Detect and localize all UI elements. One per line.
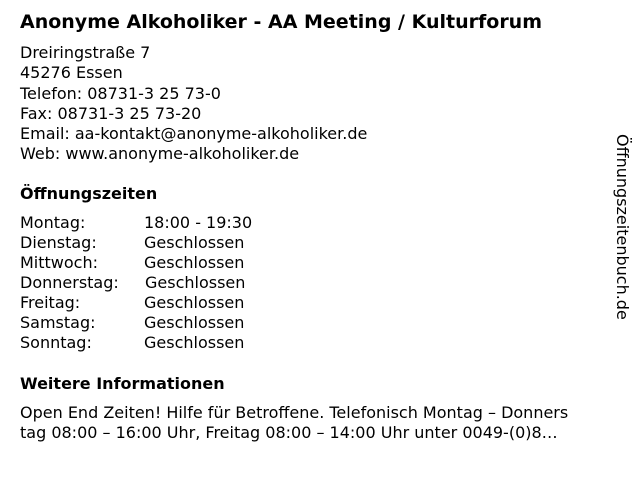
hours-time: Geschlossen <box>144 293 245 312</box>
hours-day: Dienstag: <box>20 233 97 252</box>
email-address: Email: aa-kontakt@anonyme-alkoholiker.de <box>20 124 368 144</box>
hours-day: Montag: <box>20 213 86 232</box>
hours-time: Geschlossen <box>144 333 245 352</box>
hours-row-saturday <box>20 313 252 333</box>
street-address: Dreiringstraße 7 <box>20 43 151 62</box>
hours-day: Freitag: <box>20 293 81 312</box>
hours-time: Geschlossen <box>145 273 246 292</box>
hours-row-thursday <box>20 273 252 293</box>
hours-row-sunday <box>20 333 252 353</box>
hours-time: Geschlossen <box>144 233 245 252</box>
hours-time: 18:00 - 19:30 <box>144 213 253 232</box>
site-watermark-label: Öffnungszeitenbuch.de <box>613 134 632 320</box>
city-address: 45276 Essen <box>20 63 123 83</box>
hours-time: Geschlossen <box>144 253 245 272</box>
page-title: Anonyme Alkoholiker - AA Meeting / Kulturforum <box>20 11 543 33</box>
more-info-text <box>20 403 624 443</box>
more-info-line: Open End Zeiten! Hilfe für Betroffene. Telefonisch Montag – Donners <box>20 403 569 422</box>
address-block <box>20 43 367 165</box>
more-info-line: tag 08:00 – 16:00 Uhr, Freitag 08:00 – 14:00 Uhr unter 0049-(0)8… <box>20 423 558 442</box>
opening-hours-table <box>20 213 252 353</box>
opening-hours-heading: Öffnungszeiten <box>20 184 158 203</box>
phone-number: Telefon: 08731-3 25 73-0 <box>20 83 221 103</box>
hours-row-wednesday <box>20 253 252 273</box>
hours-day: Sonntag: <box>20 333 92 352</box>
hours-day: Donnerstag: <box>20 273 119 292</box>
hours-day: Mittwoch: <box>20 253 98 272</box>
hours-day: Samstag: <box>20 313 96 332</box>
website-address: Web: www.anonyme-alkoholiker.de <box>20 144 300 164</box>
fax-number: Fax: 08731-3 25 73-20 <box>20 103 202 123</box>
hours-time: Geschlossen <box>144 313 245 332</box>
hours-row-tuesday <box>20 233 252 253</box>
hours-row-monday <box>20 213 252 233</box>
hours-row-friday <box>20 293 252 313</box>
more-info-heading: Weitere Informationen <box>20 374 225 393</box>
